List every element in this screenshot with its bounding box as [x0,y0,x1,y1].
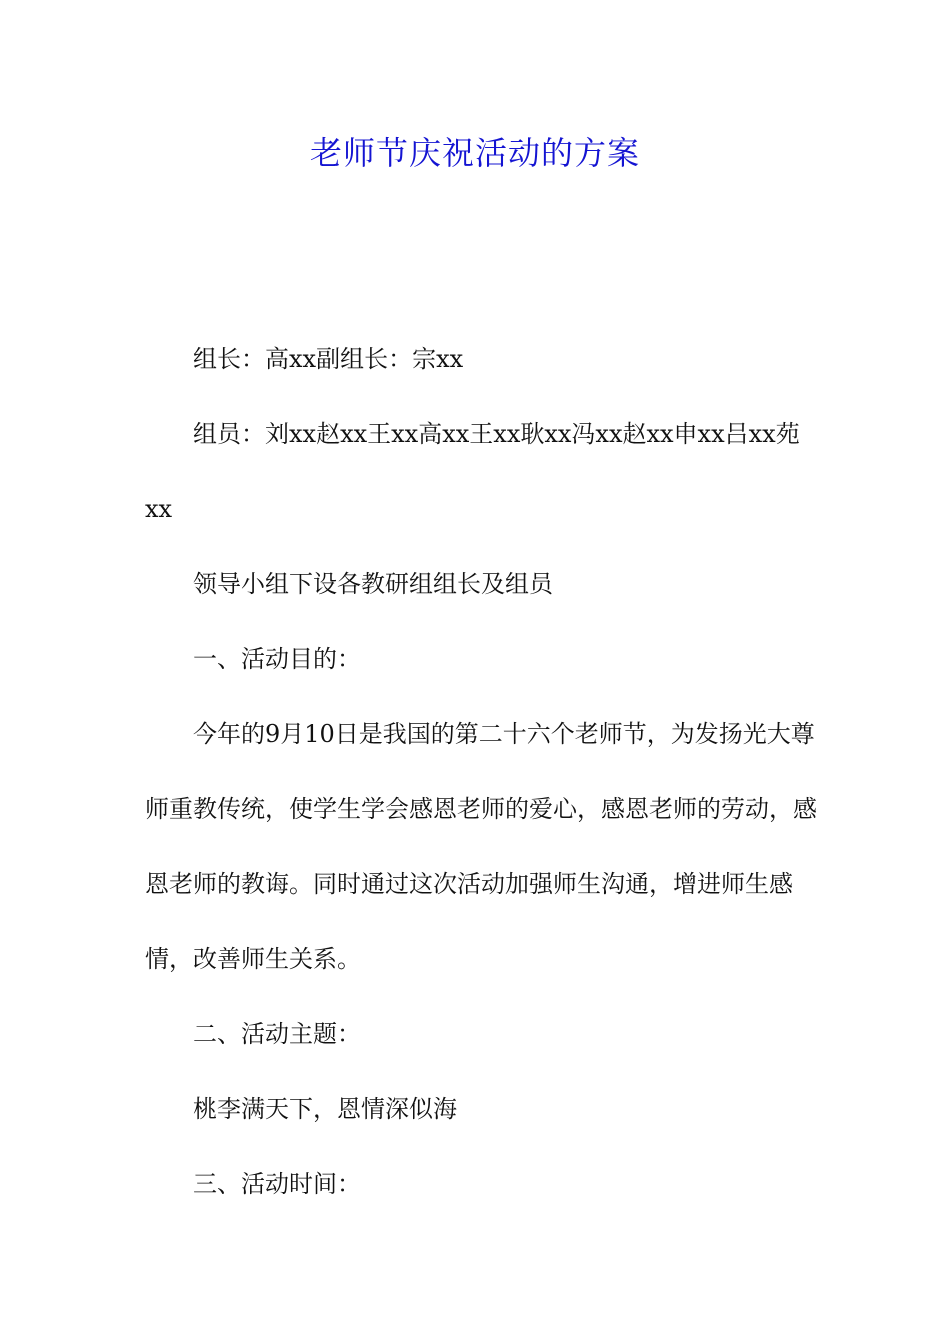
paragraph-theme: 桃李满天下，恩情深似海 [193,1095,457,1123]
paragraph-subgroups: 领导小组下设各教研组组长及组员 [193,570,553,598]
section-heading-theme: 二、活动主题： [193,1020,361,1048]
document-title: 老师节庆祝活动的方案 [309,134,640,172]
section-heading-time: 三、活动时间： [193,1170,361,1198]
paragraph-members: 组员：刘xx赵xx王xx高xx王xx耿xx冯xx赵xx申xx吕xx苑xx [145,420,800,523]
section-heading-purpose: 一、活动目的： [193,645,361,673]
paragraph-leaders: 组长：高xx副组长：宗xx [193,345,464,373]
paragraph-purpose: 今年的9月10日是我国的第二十六个老师节，为发扬光大尊师重教传统，使学生学会感恩老师的爱心，感恩老师的劳动，感恩老师的教诲。同时通过这次活动加强师生沟通，增进师生感情，改善师生关系。 [145,720,817,973]
